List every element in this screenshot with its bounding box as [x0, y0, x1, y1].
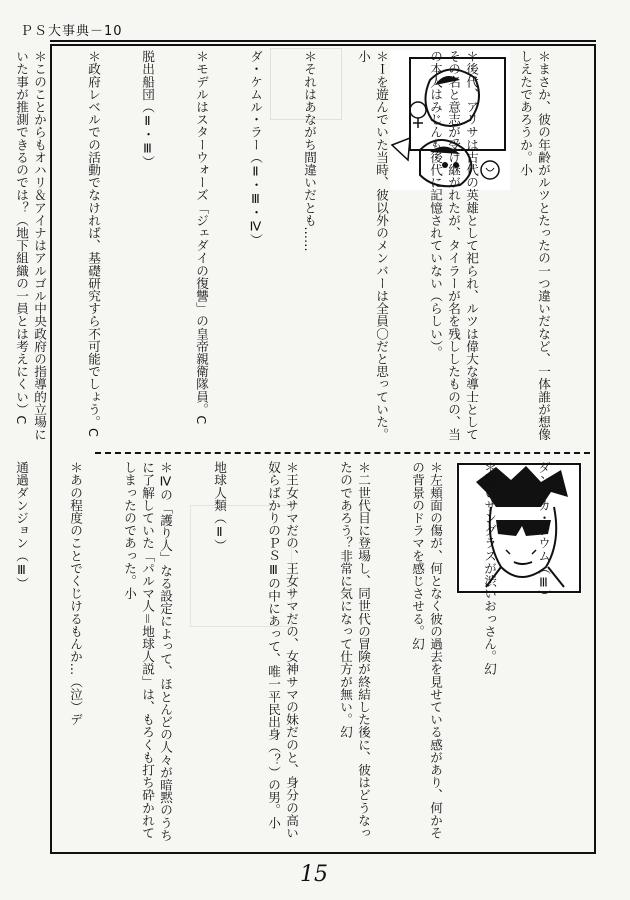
section-bottom-text: [14, 461, 588, 849]
entry-paragraph: ＊王女サマだの、王女サマだの、女神サマの妹だのと、身分の高い奴らばかりのＰＳⅢの中にあって、唯一平民出身（？）の男。小: [266, 461, 299, 839]
entry-heading: ダ・ケムル・ラー（Ⅱ・Ⅲ・Ⅳ）: [248, 50, 263, 247]
entry-paragraph: ＊Ⅳの「護り人」なる設定によって、ほとんどの人々が暗黙のうちに了解していた「パルマ人＝地球人説」は、もろくも打ち砕かれてしまったのであった。小: [122, 461, 173, 842]
entry-paragraph: ＊濃いサングラスが渋いおっさん。幻: [482, 461, 497, 676]
entry-paragraph: ＊Ｉを遊んでいた当時、彼以外のメンバーは全員〇だと思っていた。小: [356, 50, 389, 441]
section-divider: [95, 452, 590, 454]
entry-paragraph: ＊政府レベルでの活動でなければ、基礎研究すら不可能でしょう。C: [86, 50, 101, 437]
entry-paragraph: ＊二世代目に登場し、同世代の冒険が終結した後に、彼はどうなったのであろう？非常に気になって仕方が無い。幻: [338, 461, 371, 839]
entry-paragraph: ＊このことからもオハリ＆アイナはアルゴル中央政府の指導的立場にいた事が推測できるのでは？（地下組織の一員とは考えにくい）C: [14, 50, 47, 441]
entry-paragraph: ＊モデルはスターウォーズ「ジェダイの復讐」の皇帝親衛隊員。C: [194, 50, 209, 425]
entry-paragraph: ＊あの程度のことでくじけるもんか…（泣）デ: [68, 461, 83, 726]
entry-heading: 通過ダンジョン（Ⅲ）: [14, 461, 29, 590]
glossary-section-bottom: [14, 461, 588, 849]
page-number: 15: [300, 862, 328, 887]
entry-paragraph: ＊後代、アリサは古代の英雄として祀られ、ルツは偉大な導士としてその名と意志が受け継がれたが、タイラーが名を残ししたものの、当の本人はみじんも後代に記憶されていない（らしい）。: [428, 50, 479, 441]
entry-heading: 脱出船団（Ⅱ・Ⅲ）: [140, 50, 155, 169]
entry-paragraph: ＊左頬面の傷が、何となく彼の過去を見せている感があり、何かその背景のドラマを感じさせる。幻: [410, 461, 443, 839]
page-header: ＰＳ大事典－10: [20, 24, 123, 39]
entry-heading: 地球人類（Ⅱ）: [212, 461, 227, 552]
section-top-text: [14, 50, 588, 445]
entry-paragraph: ＊まさか、彼の年齢がルツとたったの一つ違いだなど、一体誰が想像しえたであろうか。小: [518, 50, 551, 441]
entry-paragraph: ＊それはあながち間違いだとも……: [302, 50, 317, 252]
glossary-section-top: [14, 50, 588, 445]
header-rule: [50, 40, 596, 42]
entry-heading: ダン・カ・シウム（Ⅲ）: [536, 461, 551, 602]
